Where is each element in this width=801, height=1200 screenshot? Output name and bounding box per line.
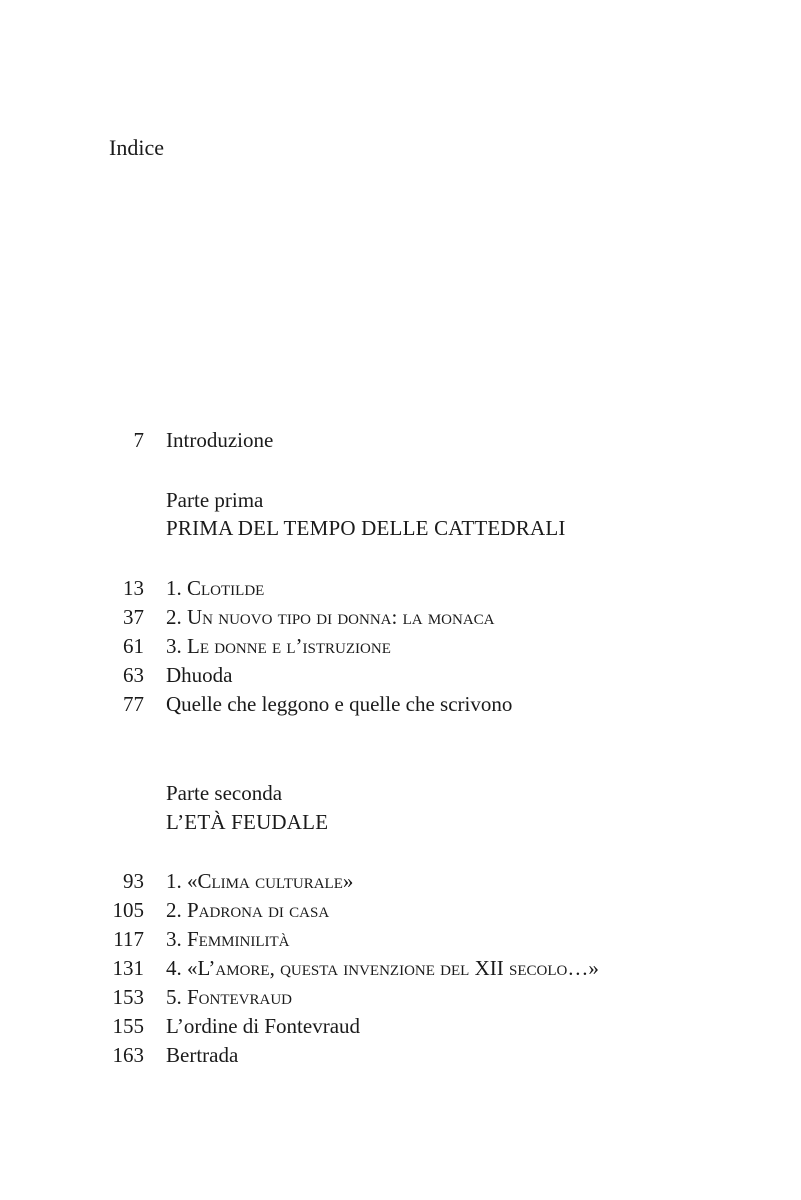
part-one-title: PRIMA DEL TEMPO DELLE CATTEDRALI <box>166 516 566 540</box>
toc-page-number: 93 <box>123 869 144 893</box>
toc-entry[interactable] <box>0 603 801 631</box>
toc-page-number: 153 <box>112 985 144 1009</box>
toc-page-number: 131 <box>112 956 144 980</box>
toc-entry[interactable] <box>0 867 801 895</box>
part-two-title: L’ETÀ FEUDALE <box>166 810 329 834</box>
toc-entry-title: Introduzione <box>166 428 274 452</box>
toc-entry-title: 4. «L’amore, questa invenzione del XII secolo…» <box>166 956 599 980</box>
toc-entry-title: L’ordine di Fontevraud <box>166 1014 361 1038</box>
toc-entry-intro[interactable] <box>0 426 801 454</box>
toc-page-number: 61 <box>123 634 144 658</box>
part-two-label: Parte seconda <box>166 781 283 805</box>
toc-entry-title: 3. Femminilità <box>166 927 290 951</box>
toc-entry[interactable] <box>0 632 801 660</box>
toc-page-number: 105 <box>112 898 144 922</box>
toc-entry-title: 5. Fontevraud <box>166 985 293 1009</box>
toc-entry-title: 1. Clotilde <box>166 576 265 600</box>
page-heading: Indice <box>109 135 164 160</box>
toc-entry[interactable] <box>0 1041 801 1069</box>
toc-entry[interactable] <box>0 661 801 689</box>
toc-entry-title: Quelle che leggono e quelle che scrivono <box>166 692 513 716</box>
toc-entry-title: 1. «Clima culturale» <box>166 869 354 893</box>
toc-page-number: 163 <box>112 1043 144 1067</box>
part-one-label: Parte prima <box>166 488 264 512</box>
toc-page-number: 37 <box>123 605 144 629</box>
toc-entry[interactable] <box>0 690 801 718</box>
toc-entry[interactable] <box>0 574 801 602</box>
toc-entry[interactable] <box>0 983 801 1011</box>
toc-entry[interactable] <box>0 925 801 953</box>
toc-entry-title: Dhuoda <box>166 663 233 687</box>
toc-entry-title: Bertrada <box>166 1043 239 1067</box>
toc-entry[interactable] <box>0 954 801 982</box>
toc-page-number: 63 <box>123 663 144 687</box>
toc-page-number: 117 <box>113 927 144 951</box>
toc-entry-title: 3. Le donne e l’istruzione <box>166 634 391 658</box>
toc-entry[interactable] <box>0 896 801 924</box>
toc-page-number: 77 <box>123 692 144 716</box>
toc-page-number: 7 <box>133 428 144 452</box>
toc-entry-title: 2. Un nuovo tipo di donna: la monaca <box>166 605 495 629</box>
toc-page-number: 13 <box>123 576 144 600</box>
toc-entry-title: 2. Padrona di casa <box>166 898 330 922</box>
toc-entry[interactable] <box>0 1012 801 1040</box>
toc-page-number: 155 <box>112 1014 144 1038</box>
